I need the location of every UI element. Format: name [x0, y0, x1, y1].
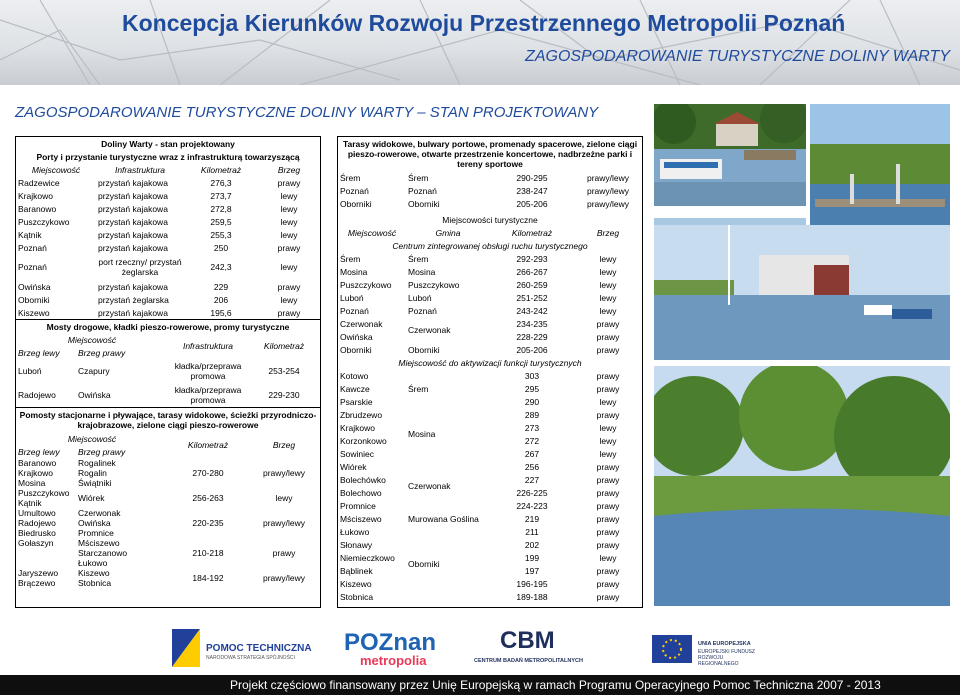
table-row [338, 564, 642, 577]
cell: Gołaszyn [18, 538, 54, 548]
cell: kładka/przeprawa promowa [174, 385, 242, 405]
table-row [338, 408, 642, 421]
cell: prawy [596, 474, 620, 485]
photo-river-bank [654, 366, 950, 606]
cell: prawy [596, 331, 620, 342]
cell: prawy [272, 548, 296, 558]
piers-table [16, 407, 320, 588]
cell: 210-218 [192, 548, 224, 558]
cell-line: Kiszewo [78, 568, 110, 578]
cell: 295 [524, 383, 540, 394]
cell: Radojewo [18, 390, 56, 400]
table-row [16, 202, 320, 215]
cell: 259,5 [210, 216, 232, 227]
table-row [338, 525, 642, 538]
logo-cbm [470, 625, 620, 670]
page-title: ZAGOSPODAROWANIE TURYSTYCZNE DOLINY WARTY – STAN PROJEKTOWANY [15, 104, 599, 121]
cell: 272,8 [210, 203, 232, 214]
cell-line: Rogalinek [78, 458, 116, 468]
cell: 256 [524, 461, 540, 472]
footer-bar [0, 675, 960, 695]
logo-text: CBM [500, 627, 555, 654]
col-header: Infrastruktura [114, 164, 166, 175]
cell: lewy [280, 262, 298, 272]
table-row [338, 551, 642, 564]
cell: 270-280 [192, 468, 224, 478]
cell: prawy/lewy [586, 198, 630, 209]
table-row [16, 241, 320, 254]
cell: 260-259 [516, 279, 548, 290]
table-row [338, 590, 642, 603]
cell: Korzonkowo [340, 435, 387, 446]
cell-line: Radojewo [18, 518, 56, 528]
cell-line: Czerwonak [78, 508, 121, 518]
cell: 273,7 [210, 190, 232, 201]
cell: lewy [599, 435, 617, 446]
table-row [338, 317, 642, 330]
cell: 234-235 [516, 318, 548, 329]
table-row [16, 228, 320, 241]
cell: przystań kajakowa [98, 203, 168, 214]
logo-text: CENTRUM BADAŃ METROPOLITALNYCH [474, 658, 583, 664]
header-subtitle: ZAGOSPODAROWANIE TURYSTYCZNE DOLINY WARTY [525, 48, 950, 65]
cell: prawy [277, 177, 301, 188]
cell: prawy [596, 526, 620, 537]
cell: Czerwonak [408, 481, 451, 491]
cell: 289 [524, 409, 540, 420]
cell: prawy [596, 591, 620, 602]
cell: Zbrudzewo [340, 409, 383, 420]
cell: Oborniki [408, 344, 440, 355]
col-header: Kilometraż [187, 440, 229, 450]
cell: 220-235 [192, 518, 224, 528]
ports-table-subtitle: Porty i przystanie turystyczne wraz z infrastrukturą towarzyszącą [36, 151, 300, 162]
cell-line: Baranowo [18, 458, 57, 468]
bridges-table [16, 319, 320, 407]
cell: Radzewice [18, 177, 60, 188]
cell-line: Krajkowo [18, 468, 53, 478]
cell: prawy [277, 307, 301, 318]
cell: 229-230 [268, 390, 300, 400]
eu-flag-icon [172, 629, 200, 667]
col-header: Miejscowość [67, 334, 117, 345]
cell: lewy [280, 229, 298, 240]
footer-text: Projekt częściowo finansowany przez Unię Europejską w ramach Programu Operacyjnego Pomoc Techniczna 2007 - 2013 [230, 678, 881, 692]
col-header: Brzeg lewy [18, 446, 60, 457]
cell-line: Stobnica [78, 578, 112, 588]
cell: Poznań [18, 242, 47, 253]
cell: Czerwonak [340, 318, 383, 329]
table-row [338, 486, 642, 499]
cell: Luboń [340, 292, 364, 303]
cell [16, 488, 76, 508]
cell-line: Łukowo [78, 558, 108, 568]
cell: Słonawy [340, 539, 373, 550]
cell: Poznań [408, 185, 437, 196]
cell: prawy [277, 281, 301, 292]
table-row [338, 343, 642, 356]
table-row [338, 291, 642, 304]
cell: 195,6 [210, 307, 232, 318]
table-row [338, 395, 642, 408]
cell: prawy/lewy [262, 518, 306, 528]
cell: Puszczykowo [340, 279, 392, 290]
table-row [338, 499, 642, 512]
cell: lewy [599, 266, 617, 277]
table-row [16, 254, 320, 280]
cell-line: Rogalin [78, 468, 107, 478]
header-banner [0, 0, 960, 85]
cell: przystań kajakowa [98, 281, 168, 292]
table-row [338, 577, 642, 590]
cell: lewy [599, 396, 617, 407]
cell: Oborniki [18, 294, 50, 305]
cell: 266-267 [516, 266, 548, 277]
cell: Kiszewo [340, 578, 372, 589]
cell: Mosina [408, 429, 436, 439]
cell: Murowana Goślina [408, 513, 479, 524]
table-row [338, 382, 642, 395]
activation-table-title: Miejscowość do aktywizacji funkcji turystycznych [398, 357, 582, 368]
cell: 242,3 [210, 262, 232, 272]
ports-table-title: Doliny Warty - stan projektowany [101, 138, 235, 149]
cell [16, 568, 76, 588]
col-header: Miejscowość [31, 164, 81, 175]
cell: Śrem [408, 253, 429, 264]
cell: Owińska [18, 281, 51, 292]
logo-pomoc-techniczna [172, 625, 317, 670]
cell [76, 568, 168, 588]
cell: Krajkowo [18, 190, 53, 201]
cell: przystań kajakowa [98, 216, 168, 227]
col-header: Brzeg [272, 440, 296, 450]
table-row [338, 304, 642, 317]
col-header: Kilometraż [200, 164, 242, 175]
cell-line: Kątnik [18, 498, 42, 508]
cell: prawy/lewy [586, 185, 630, 196]
cell: prawy [596, 513, 620, 524]
cell: lewy [280, 203, 298, 214]
cell: kładka/przeprawa promowa [174, 361, 242, 381]
table-row [338, 447, 642, 460]
cell: przystań żeglarska [98, 294, 169, 305]
table-row [338, 473, 642, 486]
cell: Owińska [78, 390, 111, 400]
cell: 229 [213, 281, 229, 292]
cell: 205-206 [516, 198, 548, 209]
cell: 211 [525, 526, 539, 537]
cell: Oborniki [408, 198, 440, 209]
cell-line: Świątniki [78, 478, 112, 488]
cell: prawy [596, 370, 620, 381]
cell-line: Mosina [18, 478, 46, 488]
cell: Puszczykowo [408, 279, 460, 290]
cell: 197 [524, 565, 540, 576]
cell: prawy [596, 461, 620, 472]
cell: Czapury [78, 366, 110, 376]
cell: 273 [524, 422, 540, 433]
cell: prawy [596, 487, 620, 498]
cell: Poznań [340, 185, 369, 196]
cell: 292-293 [516, 253, 548, 264]
cell: 205-206 [516, 344, 548, 355]
table-row [338, 252, 642, 265]
cell: 276,3 [210, 177, 232, 188]
cell: 219 [524, 513, 540, 524]
cell: Kotowo [340, 370, 369, 381]
logo-text: EUROPEJSKI FUNDUSZ ROZWOJU REGIONALNEGO [698, 649, 755, 667]
cell-line: Jaryszewo [18, 568, 59, 578]
cell: Luboń [408, 292, 432, 303]
left-table-panel [15, 136, 321, 608]
cell: lewy [280, 216, 298, 227]
logo-text: POZnan [344, 629, 437, 656]
right-table-panel [337, 136, 643, 608]
col-header: Kilometraż [511, 227, 553, 238]
table-row [16, 293, 320, 306]
cell-line: Umultowo [18, 508, 56, 518]
cell: prawy/lewy [262, 573, 306, 583]
cell: Bolechówko [340, 474, 386, 485]
cell: Kiszewo [18, 307, 50, 318]
table-row [338, 512, 642, 525]
cell: prawy/lewy [586, 172, 630, 183]
cell: 226-225 [516, 487, 548, 498]
col-header: Brzeg [596, 227, 620, 238]
cell: 184-192 [192, 573, 224, 583]
table-row [338, 434, 642, 447]
cell: 267 [524, 448, 540, 459]
cell: Poznań [408, 305, 437, 316]
logo-poznan-metropolia [340, 625, 440, 670]
col-header: Gmina [435, 227, 461, 238]
cell: Śrem [340, 253, 361, 264]
cell: Śrem [408, 172, 429, 183]
cell: prawy [596, 318, 620, 329]
cell: 189-188 [516, 591, 548, 602]
cell: Psarskie [340, 396, 373, 407]
eu-stars-flag-icon [652, 635, 692, 663]
cell: 250 [213, 242, 229, 253]
logo-text: metropolia [360, 653, 427, 668]
cell: 243-242 [516, 305, 548, 316]
cell: lewy [599, 552, 617, 563]
cell: 272 [524, 435, 540, 446]
cell: Kątnik [18, 229, 42, 240]
activation-table [338, 356, 642, 603]
cell: lewy [280, 294, 298, 305]
cell: Owińska [340, 331, 373, 342]
table-row [16, 383, 320, 407]
col-header: Brzeg prawy [78, 347, 126, 358]
cell: przystań kajakowa [98, 177, 168, 188]
cell: Wiórek [78, 493, 105, 503]
cell: port rzeczny/ przystań żeglarska [98, 257, 182, 277]
photo-river-pier [654, 104, 806, 206]
cell-line: Starczanowo [78, 548, 128, 558]
cell: Czerwonak [408, 325, 451, 335]
col-header: Brzeg lewy [18, 347, 60, 358]
cell: przystań kajakowa [98, 190, 168, 201]
cell: prawy [596, 578, 620, 589]
cell: 253-254 [268, 366, 300, 376]
cell: prawy [277, 242, 301, 253]
table-row [338, 538, 642, 551]
logo-text: NARODOWA STRATEGIA SPÓJNOŚCI [206, 655, 295, 661]
cell [16, 508, 76, 538]
piers-table-title: Pomosty stacjonarne i pływające, tarasy widokowe, ścieżki przyrodniczo-krajobrazowe, zielone ciągi pieszo-rowerowe [16, 408, 320, 433]
cell-line: Brączewo [18, 578, 56, 588]
logo-unia-europejska [652, 625, 764, 670]
cell: 196-195 [516, 578, 548, 589]
cell: 199 [524, 552, 540, 563]
cell-line: Owińska [78, 518, 111, 528]
cell: Sowiniec [340, 448, 375, 459]
towns-table [338, 210, 642, 356]
cell: lewy [599, 422, 617, 433]
table-row [16, 359, 320, 383]
table-row [338, 460, 642, 473]
cell: Niemieczkowo [340, 552, 395, 563]
photo-harbor-boats [654, 225, 950, 360]
cell-line: Mściszewo [78, 538, 120, 548]
cell: Poznań [18, 262, 47, 272]
cell: 290 [524, 396, 540, 407]
table-row [338, 265, 642, 278]
table-row [16, 488, 320, 508]
table-row [338, 184, 642, 197]
cell: Mosina [408, 266, 436, 277]
cell: Stobnica [340, 591, 374, 602]
cell: prawy [596, 344, 620, 355]
bridges-table-title: Mosty drogowe, kładki pieszo-rowerowe, promy turystyczne [16, 320, 320, 334]
logo-text: POMOC TECHNICZNA [206, 643, 312, 654]
cell: Śrem [408, 383, 429, 394]
cell: Krajkowo [340, 422, 375, 433]
header-title: Koncepcja Kierunków Rozwoju Przestrzennego Metropolii Poznań [122, 10, 846, 36]
col-header: Kilometraż [263, 341, 305, 351]
cell [76, 538, 168, 568]
cell: Łukowo [340, 526, 370, 537]
cell: Mosina [340, 266, 368, 277]
cell: Mściszewo [340, 513, 382, 524]
cell: 290-295 [516, 172, 548, 183]
table-row [16, 508, 320, 538]
cell: 303 [524, 370, 540, 381]
cell: Poznań [340, 305, 369, 316]
col-header: Brzeg prawy [78, 446, 126, 457]
cell: prawy [596, 565, 620, 576]
cell: prawy [596, 409, 620, 420]
cell: prawy/lewy [262, 468, 306, 478]
cell: 228-229 [516, 331, 548, 342]
cell: Bąblinek [340, 565, 373, 576]
table-row [16, 306, 320, 319]
col-header: Miejscowość [67, 433, 117, 444]
table-row [16, 189, 320, 202]
cell: Bolechowo [340, 487, 382, 498]
cell: 227 [524, 474, 540, 485]
cell [16, 458, 76, 488]
table-row [338, 369, 642, 382]
cell: prawy [596, 500, 620, 511]
cell: przystań kajakowa [98, 229, 168, 240]
table-row [16, 568, 320, 588]
cell [76, 508, 168, 538]
cell: prawy [596, 383, 620, 394]
table-row [338, 421, 642, 434]
col-header: Brzeg [277, 164, 301, 175]
cell: lewy [275, 493, 293, 503]
table-row [16, 215, 320, 228]
cell: Puszczykowo [18, 216, 70, 227]
cell: Oborniki [340, 198, 372, 209]
towns-table-subtitle: Centrum zintegrowanej obsługi ruchu turystycznego [392, 240, 588, 251]
cell: Baranowo [18, 203, 57, 214]
cell: 206 [213, 294, 229, 305]
cell: lewy [599, 292, 617, 303]
cell: lewy [599, 305, 617, 316]
cell: lewy [599, 253, 617, 264]
towns-table-title: Miejscowości turystyczne [442, 214, 538, 225]
cell: Śrem [340, 172, 361, 183]
cell: 255,3 [210, 229, 232, 240]
table-row [338, 197, 642, 210]
cell: lewy [599, 279, 617, 290]
table-row [338, 278, 642, 291]
cell-line: Promnice [78, 528, 114, 538]
table-row [338, 330, 642, 343]
cell: lewy [280, 190, 298, 201]
table-row [16, 280, 320, 293]
cell: 224-223 [516, 500, 548, 511]
table-row [16, 538, 320, 568]
cell: Kawcze [340, 383, 370, 394]
cell: lewy [599, 448, 617, 459]
cell: Luboń [18, 366, 42, 376]
cell: Wiórek [340, 461, 367, 472]
cell-line: Biedrusko [18, 528, 56, 538]
cell: przystań kajakowa [98, 242, 168, 253]
cell: Oborniki [408, 559, 440, 569]
logo-text: UNIA EUROPEJSKA [698, 641, 751, 647]
cell: Oborniki [340, 344, 372, 355]
ports-table [16, 137, 320, 319]
col-header: Miejscowość [347, 227, 397, 238]
terraces-table-title: Tarasy widokowe, bulwary portowe, promenady spacerowe, zielone ciągi pieszo-rowerowe, otwarte przestrzenie koncertowe, nadbrzeżne parki i tereny sportowe [342, 139, 638, 169]
cell [76, 458, 168, 488]
cell: 202 [524, 539, 540, 550]
cell-line: Puszczykowo [18, 488, 70, 498]
table-row [16, 176, 320, 189]
col-header: Infrastruktura [182, 341, 234, 351]
cell: prawy [596, 539, 620, 550]
cell: Promnice [340, 500, 376, 511]
cell: 251-252 [516, 292, 548, 303]
cell: przystań kajakowa [98, 307, 168, 318]
table-row [16, 458, 320, 488]
cell: 238-247 [516, 185, 548, 196]
terraces-table [338, 137, 642, 210]
cell: 256-263 [192, 493, 224, 503]
table-row [338, 171, 642, 184]
